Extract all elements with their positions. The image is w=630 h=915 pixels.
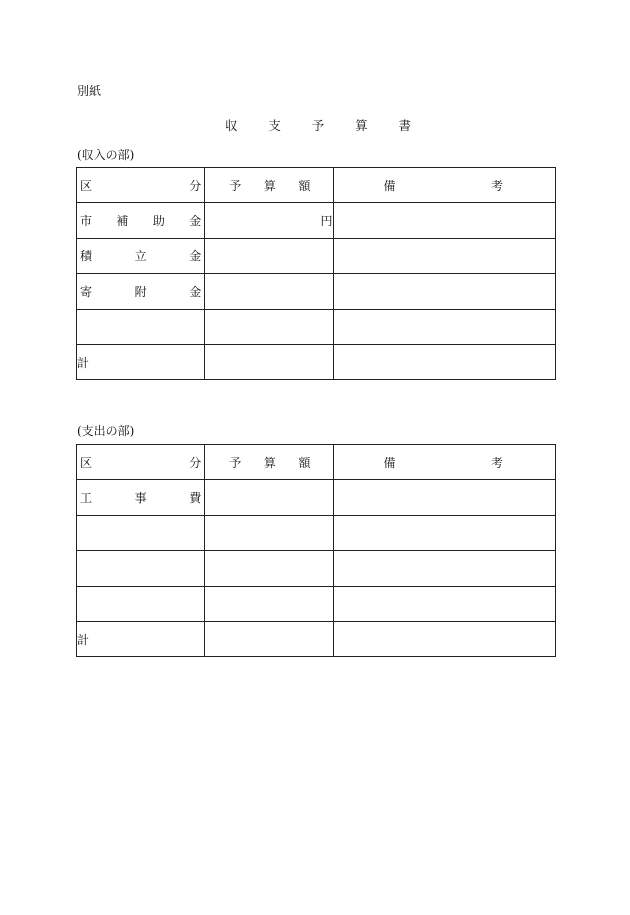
table-row xyxy=(77,480,556,515)
total-amount-cell xyxy=(205,344,333,379)
total-label: 計 xyxy=(77,344,205,379)
category-cell: 工 事 費 xyxy=(77,480,205,515)
amount-cell xyxy=(205,309,333,344)
title-char: 収 xyxy=(225,118,238,133)
table-row xyxy=(77,551,556,586)
income-table xyxy=(76,167,556,380)
remarks-cell xyxy=(333,515,555,550)
category-cell: 積 立 金 xyxy=(77,238,205,273)
total-label: 計 xyxy=(77,621,205,656)
category-cell: 市 補 助 金 xyxy=(77,203,205,238)
remarks-cell xyxy=(333,551,555,586)
remarks-cell xyxy=(333,586,555,621)
title-char: 支 xyxy=(268,118,281,133)
table-row xyxy=(77,238,556,273)
total-remarks-cell xyxy=(333,344,555,379)
table-row xyxy=(77,515,556,550)
remarks-cell xyxy=(333,309,555,344)
table-header-row xyxy=(77,445,556,480)
amount-cell xyxy=(205,274,333,309)
category-cell xyxy=(77,515,205,550)
category-cell: 寄 附 金 xyxy=(77,274,205,309)
category-cell xyxy=(77,309,205,344)
total-amount-cell xyxy=(205,621,333,656)
table-row xyxy=(77,203,556,238)
table-row xyxy=(77,586,556,621)
document-title xyxy=(0,116,630,134)
expense-table xyxy=(76,444,556,657)
total-row xyxy=(77,621,556,656)
table-row xyxy=(77,274,556,309)
header-remarks: 備 考 xyxy=(333,168,555,203)
title-char: 算 xyxy=(355,118,368,133)
remarks-cell xyxy=(333,203,555,238)
amount-cell xyxy=(205,551,333,586)
category-cell xyxy=(77,586,205,621)
title-char: 書 xyxy=(398,118,411,133)
category-cell xyxy=(77,551,205,586)
amount-cell xyxy=(205,480,333,515)
total-row xyxy=(77,344,556,379)
amount-cell xyxy=(205,515,333,550)
title-char: 予 xyxy=(311,118,325,133)
expense-section-label: (支出の部) xyxy=(77,424,135,438)
header-category: 区 分 xyxy=(77,445,205,480)
remarks-cell xyxy=(333,480,555,515)
header-remarks: 備 考 xyxy=(333,445,555,480)
header-amount: 予 算 額 xyxy=(205,168,333,203)
table-row xyxy=(77,309,556,344)
attachment-label: 別紙 xyxy=(77,84,102,98)
table-header-row xyxy=(77,168,556,203)
remarks-cell xyxy=(333,238,555,273)
remarks-cell xyxy=(333,274,555,309)
income-section-label: (収入の部) xyxy=(77,148,135,162)
amount-cell: 円 xyxy=(205,203,333,238)
header-amount: 予 算 額 xyxy=(205,445,333,480)
amount-cell xyxy=(205,586,333,621)
total-remarks-cell xyxy=(333,621,555,656)
amount-cell xyxy=(205,238,333,273)
header-category: 区 分 xyxy=(77,168,205,203)
